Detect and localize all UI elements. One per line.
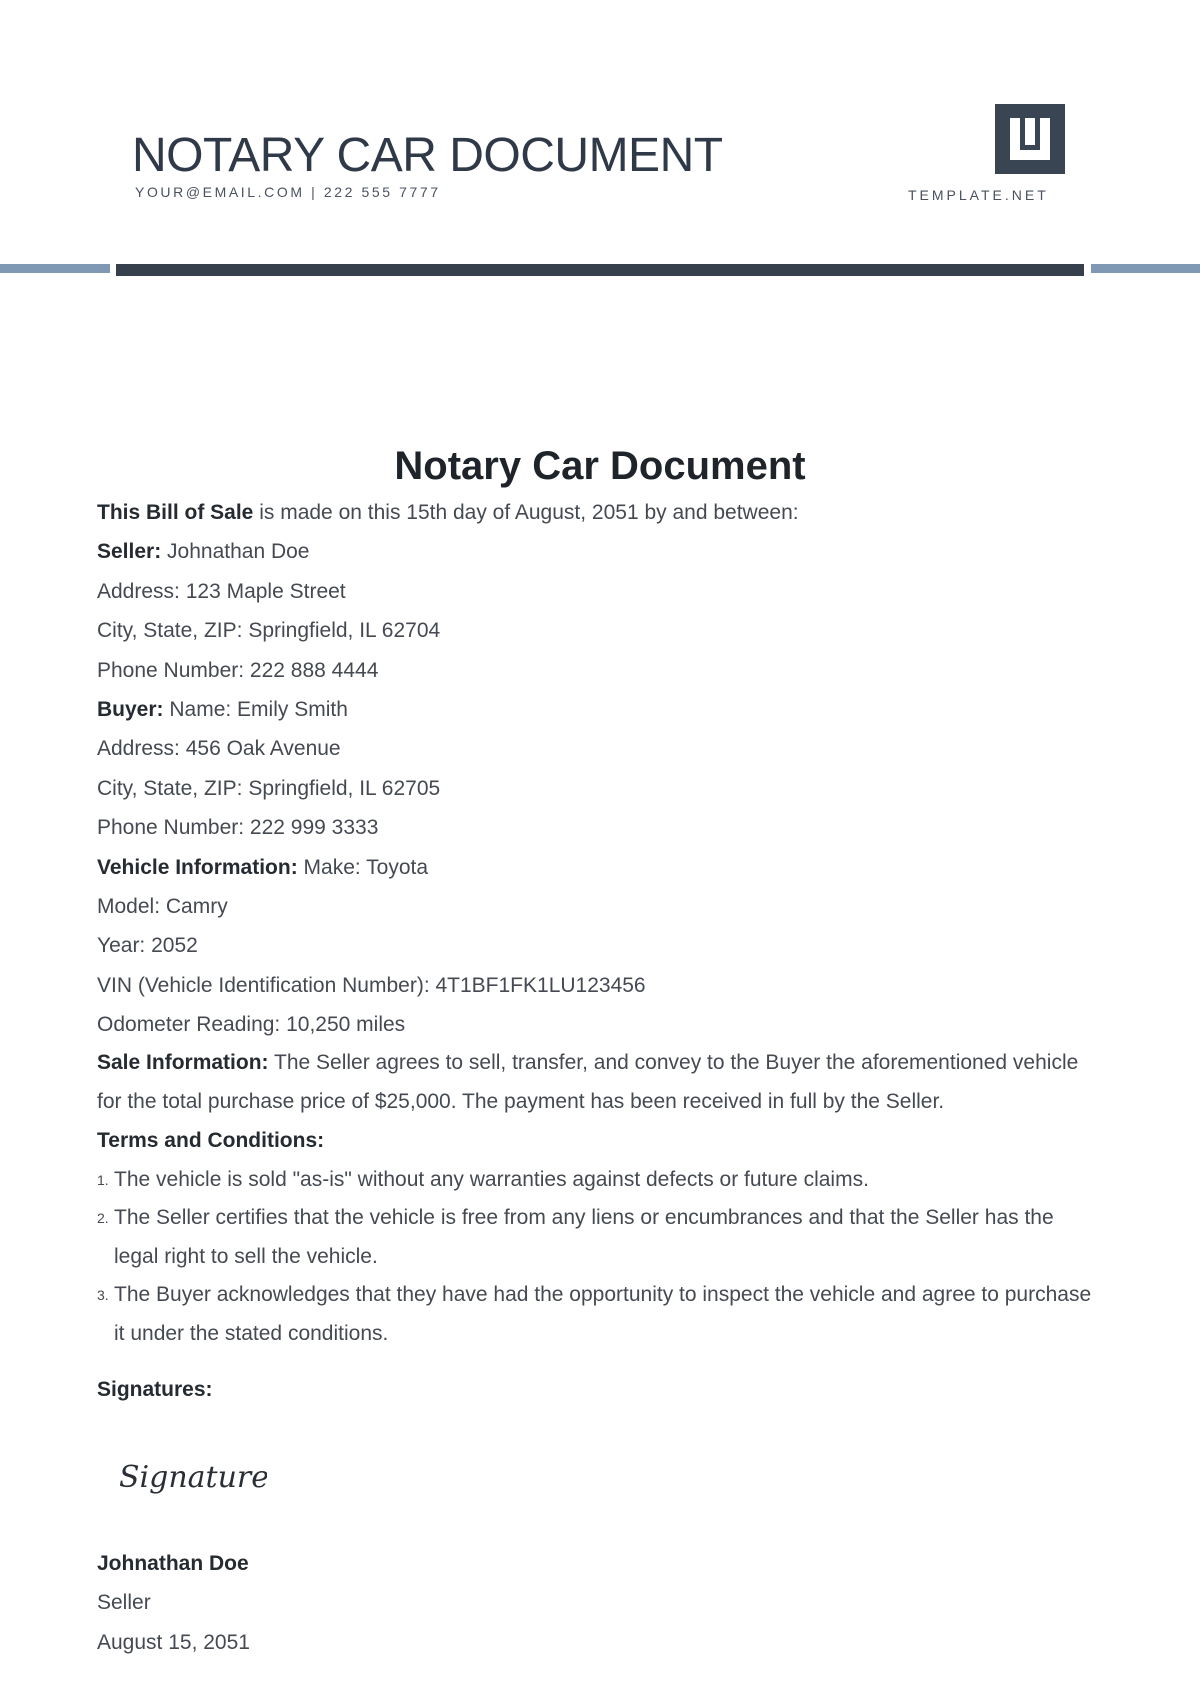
header-title: NOTARY CAR DOCUMENT: [132, 129, 723, 182]
buyer-label: Buyer:: [97, 697, 164, 721]
list-item: [97, 1199, 1097, 1276]
list-number: 3.: [97, 1287, 109, 1304]
signatures-heading: Signatures:: [97, 1378, 213, 1402]
signature-date: August 15, 2051: [97, 1631, 250, 1655]
document-body: [97, 493, 1097, 1663]
list-item: [97, 1276, 1097, 1353]
document-header: [0, 0, 1200, 280]
header-contact: YOUR@EMAIL.COM | 222 555 7777: [135, 184, 441, 200]
terms-list: [97, 1161, 1097, 1354]
signer-role: Seller: [97, 1591, 151, 1615]
sale-label: Sale Information:: [97, 1051, 269, 1075]
seller-name: Johnathan Doe: [161, 540, 310, 564]
list-text: The Seller certifies that the vehicle is free from any liens or encumbrances and that the Seller has the legal right to sell the vehicle.: [114, 1206, 1054, 1268]
buyer-line: [97, 690, 1097, 729]
signer-name: Johnathan Doe: [97, 1552, 249, 1576]
buyer-name: Name: Emily Smith: [163, 697, 348, 721]
document-title: Notary Car Document: [394, 444, 806, 488]
logo-text: TEMPLATE.NET: [908, 187, 1049, 203]
list-number: 2.: [97, 1210, 109, 1227]
seller-phone: Phone Number: 222 888 4444: [97, 658, 379, 682]
buyer-address: Address: 456 Oak Avenue: [97, 737, 341, 761]
sale-paragraph: [97, 1044, 1097, 1121]
list-item: [97, 1161, 1097, 1200]
seller-label: Seller:: [97, 540, 162, 564]
template-logo-icon: [995, 104, 1065, 174]
signature-script: Signature: [119, 1460, 267, 1496]
vehicle-label: Vehicle Information:: [97, 855, 298, 879]
header-rule-right: [1091, 264, 1200, 273]
intro-line: [97, 493, 1097, 532]
list-text: The vehicle is sold "as-is" without any warranties against defects or future claims.: [114, 1167, 869, 1191]
vehicle-make: Make: Toyota: [297, 855, 429, 879]
sale-text: The Seller agrees to sell, transfer, and convey to the Buyer the aforementioned vehicle for the total purchase price of $25,000. The payment has been received in full by the Seller.: [97, 1051, 1079, 1113]
vehicle-model: Model: Camry: [97, 894, 228, 918]
vehicle-line: [97, 848, 1097, 887]
intro-bold: This Bill of Sale: [97, 501, 254, 524]
vehicle-year: Year: 2052: [97, 934, 198, 958]
terms-heading: Terms and Conditions:: [97, 1129, 325, 1153]
buyer-city: City, State, ZIP: Springfield, IL 62705: [97, 776, 441, 800]
seller-line: [97, 532, 1097, 571]
seller-address: Address: 123 Maple Street: [97, 579, 346, 603]
buyer-phone: Phone Number: 222 999 3333: [97, 816, 379, 840]
header-rule-center: [116, 264, 1084, 276]
vehicle-odometer: Odometer Reading: 10,250 miles: [97, 1013, 406, 1037]
signature-image: [117, 1449, 267, 1505]
intro-text: is made on this 15th day of August, 2051 by and between:: [253, 501, 799, 524]
seller-city: City, State, ZIP: Springfield, IL 62704: [97, 619, 441, 643]
list-text: The Buyer acknowledges that they have had the opportunity to inspect the vehicle and agree to purchase it under the stated conditions.: [114, 1283, 1092, 1345]
header-rule-left: [0, 264, 110, 273]
list-number: 1.: [97, 1171, 109, 1188]
vehicle-vin: VIN (Vehicle Identification Number): 4T1BF1FK1LU123456: [97, 973, 646, 997]
